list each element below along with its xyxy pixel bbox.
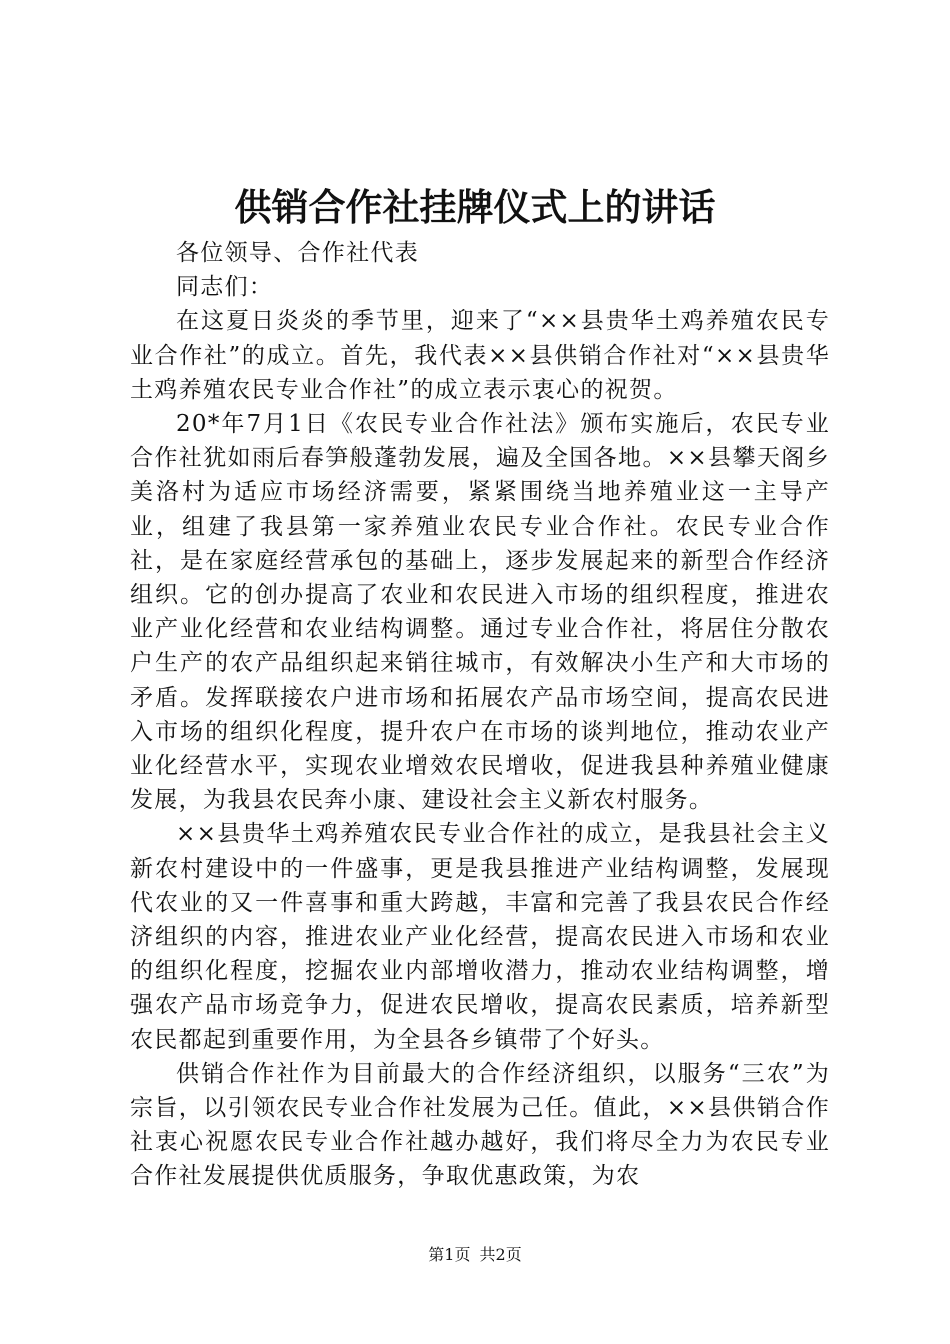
- paragraph-3: ××县贵华土鸡养殖农民专业合作社的成立，是我县社会主义新农村建设中的一件盛事，更是我县推进产业结构调整，发展现代农业的又一件喜事和重大跨越，丰富和完善了我县农民合作经济组织的内容，推进农业产业化经营，提高农民进入市场和农业的组织化程度，挖掘农业内部增收潜力，推动农业结构调整，增强农产品市场竞争力，促进农民增收，提高农民素质，培养新型农民都起到重要作用，为全县各乡镇带了个好头。: [130, 821, 830, 1053]
- paragraph-4: 供销合作社作为目前最大的合作经济组织，以服务“三农”为宗旨，以引领农民专业合作社发展为己任。值此，××县供销合作社衷心祝愿农民专业合作社越办越好，我们将尽全力为农民专业合作社发展提供优质服务，争取优惠政策，为农: [130, 1060, 830, 1190]
- salutation-line-2: 同志们：: [176, 274, 274, 301]
- document-title: 供销合作社挂牌仪式上的讲话: [234, 186, 716, 229]
- page-total: 共2页: [479, 1245, 522, 1264]
- salutation-line-1: 各位领导、合作社代表: [176, 240, 419, 266]
- page-number: 第1页: [428, 1245, 471, 1264]
- paragraph-1: 在这夏日炎炎的季节里，迎来了“××县贵华土鸡养殖农民专业合作社”的成立。首先，我代表××县供销合作社对“××县贵华土鸡养殖农民专业合作社”的成立表示衷心的祝贺。: [130, 308, 830, 403]
- paragraph-2: 20*年7月1日《农民专业合作社法》颁布实施后，农民专业合作社犹如雨后春笋般蓬勃发展，遍及全国各地。××县攀天阁乡美洛村为适应市场经济需要，紧紧围绕当地养殖业这一主导产业，组建了我县第一家养殖业农民专业合作社。农民专业合作社，是在家庭经营承包的基础上，逐步发展起来的新型合作经济组织。它的创办提高了农业和农民进入市场的组织程度，推进农业产业化经营和农业结构调整。通过专业合作社，将居住分散农户生产的农产品组织起来销往城市，有效解决小生产和大市场的矛盾。发挥联接农户进市场和拓展农产品市场空间，提高农民进入市场的组织化程度，提升农户在市场的谈判地位，推动农业产业化经营水平，实现农业增效农民增收，促进我县种养殖业健康发展，为我县农民奔小康、建设社会主义新农村服务。: [130, 411, 830, 814]
- document-body: [130, 236, 830, 1194]
- page-footer: [0, 1245, 950, 1265]
